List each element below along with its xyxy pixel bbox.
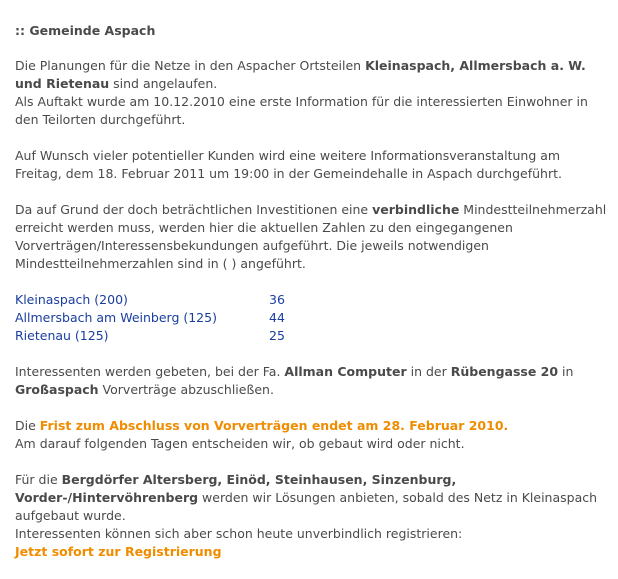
district-name: Kleinaspach (200) xyxy=(15,292,128,307)
district-count: 44 xyxy=(269,310,285,325)
paragraph-villages xyxy=(15,471,610,561)
district-count: 25 xyxy=(269,328,285,343)
minimum-text: Da auf Grund der doch beträchtlichen Investitionen eine xyxy=(15,202,373,217)
district-name: Rietenau (125) xyxy=(15,328,109,343)
contracts-text: in der xyxy=(406,364,451,379)
paragraph-deadline xyxy=(15,417,610,453)
paragraph-minimum xyxy=(15,201,610,273)
contracts-text: in xyxy=(558,364,574,379)
table-row xyxy=(15,327,610,345)
contracts-text: Vorverträge abzuschließen. xyxy=(98,382,274,397)
paragraph-contracts xyxy=(15,363,610,399)
registration-link[interactable]: Jetzt sofort zur Registrierung xyxy=(15,544,222,559)
districts-bold: Kleinaspach, Allmersbach a. W. und Rietenau xyxy=(15,58,586,91)
villages-text: Für die xyxy=(15,472,62,487)
minimum-text-end: Mindestteilnehmerzahl erreicht werden muss, werden hier die aktuellen Zahlen zu den eingegangenen Vorverträgen/Interessensbekundungen aufgeführt. Die jeweils notwendigen Mindestteilnehmerzahlen sind in ( ) angeführt. xyxy=(15,202,607,271)
table-row xyxy=(15,309,610,327)
table-row xyxy=(15,291,610,309)
district-count: 36 xyxy=(269,292,285,307)
deadline-text: Die xyxy=(15,418,40,433)
kickoff-text: Als Auftakt wurde am 10.12.2010 eine erste Information für die interessierten Einwohner in den Teilorten durchgeführt. xyxy=(15,94,588,127)
planning-text: Die Planungen für die Netze in den Aspacher Ortsteilen xyxy=(15,58,366,73)
villages-bold: Bergdörfer Altersberg, Einöd, Steinhausen, Sinzenburg, Vorder-/Hintervöhrenberg xyxy=(15,472,457,505)
company-name: Allman Computer xyxy=(284,364,407,379)
paragraph-planning xyxy=(15,57,610,129)
villages-text-end: werden wir Lösungen anbieten, sobald des Netz in Kleinaspach aufgebaut wurde. xyxy=(15,490,598,523)
contracts-text: Interessenten werden gebeten, bei der Fa. xyxy=(15,364,285,379)
street-address: Rübengasse 20 xyxy=(450,364,559,379)
town-name: Großaspach xyxy=(15,382,99,397)
paragraph-event: Auf Wunsch vieler potentieller Kunden wird eine weitere Informationsveranstaltung am Freitag, dem 18. Februar 2011 um 19:00 in der Gemeindehalle in Aspach durchgeführt. xyxy=(15,148,562,181)
participant-table xyxy=(15,291,610,345)
planning-text-end: sind angelaufen. xyxy=(109,76,218,91)
decision-text: Am darauf folgenden Tagen entscheiden wir, ob gebaut wird oder nicht. xyxy=(15,436,465,451)
register-hint: Interessenten können sich aber schon heute unverbindlich registrieren: xyxy=(15,526,463,541)
article-content xyxy=(15,22,610,579)
binding-bold: verbindliche xyxy=(372,202,460,217)
district-name: Allmersbach am Weinberg (125) xyxy=(15,310,217,325)
deadline-highlight: Frist zum Abschluss von Vorverträgen endet am 28. Februar 2010. xyxy=(39,418,509,433)
page-title: :: Gemeinde Aspach xyxy=(15,23,156,38)
